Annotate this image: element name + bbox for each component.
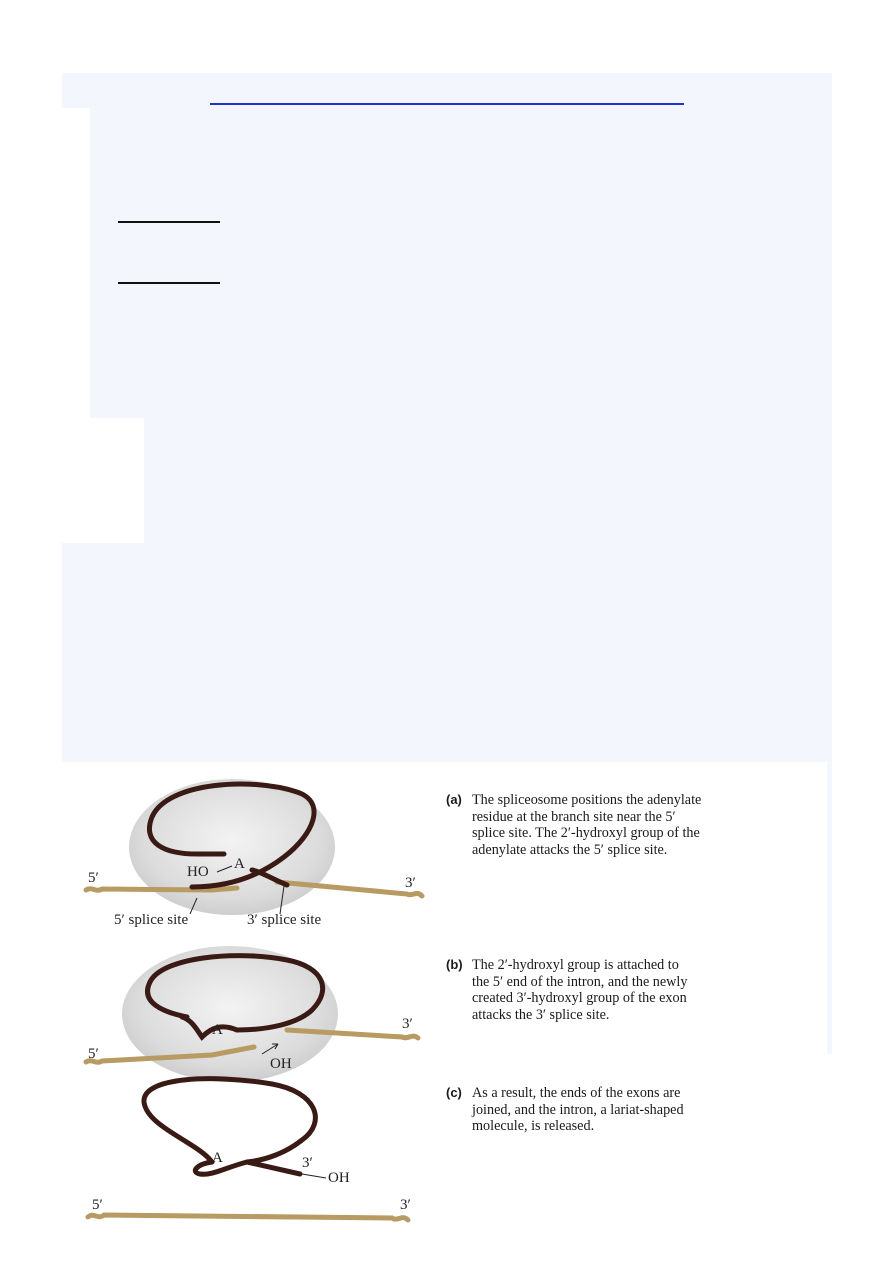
splicing-figure — [62, 762, 827, 1255]
caption-b — [446, 957, 687, 1023]
caption-b-line-4: attacks the 3′ splice site. — [472, 1006, 610, 1023]
panel-notch-2 — [62, 418, 144, 543]
caption-b-line-2: the 5′ end of the intron, and the newly — [472, 973, 688, 990]
label-3prime-b: 3′ — [402, 1016, 413, 1032]
caption-b-line-3: created 3′-hydroxyl group of the exon — [472, 990, 687, 1006]
caption-a-label: (a) — [446, 792, 462, 807]
heading-underline — [210, 103, 684, 105]
intron-lariat-c — [144, 1079, 315, 1162]
label-3-splice-site: 3′ splice site — [247, 912, 322, 928]
panel-a — [86, 779, 422, 928]
label-oh-c: OH — [328, 1170, 350, 1186]
panel-b — [86, 946, 418, 1082]
caption-a-line-4: adenylate attacks the 5′ splice site. — [472, 841, 668, 858]
splicing-diagram — [62, 762, 827, 1255]
subheading-underline-1 — [118, 221, 220, 223]
content-panel-upper — [62, 73, 832, 763]
label-3prime-intron-c: 3′ — [302, 1155, 313, 1171]
subheading-underline-2 — [118, 282, 220, 284]
label-5prime-a: 5′ — [88, 870, 99, 886]
label-5prime-b: 5′ — [88, 1046, 99, 1062]
label-a-a: A — [234, 856, 245, 872]
label-a-c: A — [212, 1150, 223, 1166]
label-a-b: A — [212, 1022, 223, 1038]
caption-b-line-1: The 2′-hydroxyl group is attached to — [472, 957, 679, 973]
label-ho-a: HO — [187, 864, 209, 880]
caption-c-line-1: As a result, the ends of the exons are — [472, 1085, 681, 1101]
pointer-oh-c — [302, 1174, 326, 1178]
caption-a-line-1: The spliceosome positions the adenylate — [472, 792, 702, 808]
panel-notch-1 — [62, 108, 90, 418]
label-oh-b: OH — [270, 1056, 292, 1072]
caption-c-line-2: joined, and the intron, a lariat-shaped — [472, 1101, 684, 1118]
label-3prime-c: 3′ — [400, 1197, 411, 1213]
label-5-splice-site: 5′ splice site — [114, 912, 189, 928]
panel-c — [88, 1079, 411, 1220]
caption-a — [446, 792, 701, 858]
exon-left-a — [86, 888, 237, 890]
caption-b-label: (b) — [446, 957, 463, 972]
caption-a-line-2: residue at the branch site near the 5′ — [472, 808, 676, 825]
label-3prime-a: 3′ — [405, 875, 416, 891]
content-panel-lower-right — [827, 762, 832, 1054]
exon-joined-c — [88, 1215, 408, 1220]
caption-c-line-3: molecule, is released. — [472, 1118, 595, 1134]
caption-c-label: (c) — [446, 1085, 462, 1100]
caption-a-line-3: splice site. The 2′-hydroxyl group of the — [472, 825, 700, 841]
caption-c — [446, 1085, 684, 1135]
label-5prime-c: 5′ — [92, 1197, 103, 1213]
